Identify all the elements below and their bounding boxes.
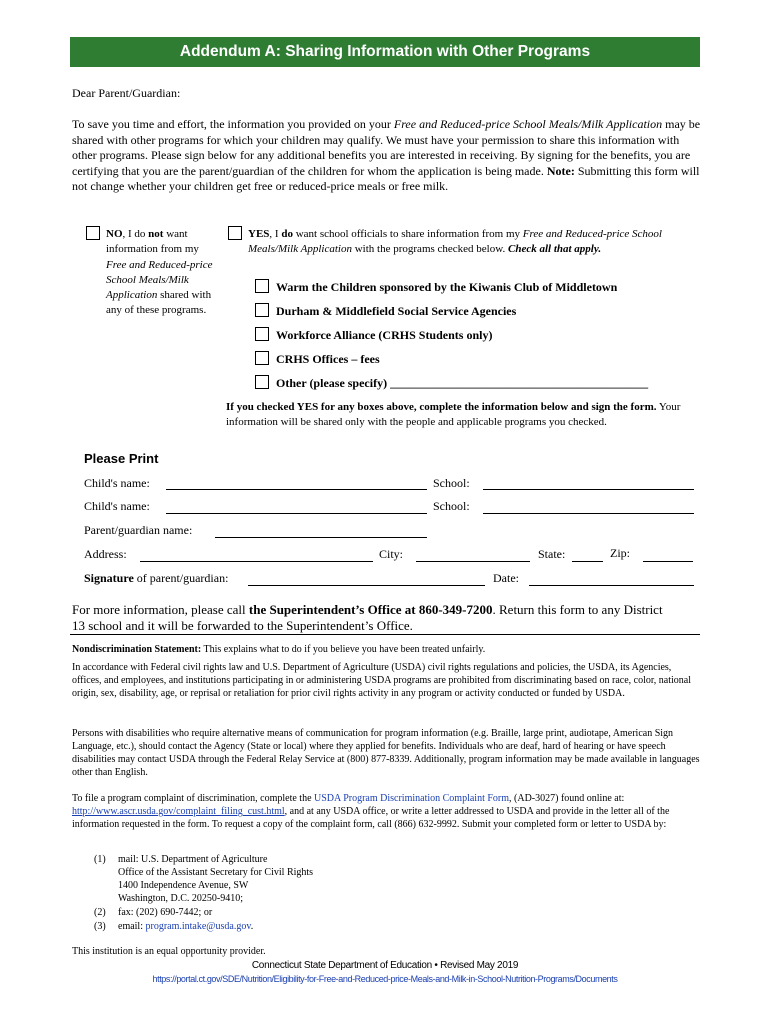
nondiscrimination-heading: Nondiscrimination Statement: This explains what to do if you believe you have been treated unfairly. [72,644,486,655]
zip-field[interactable] [643,561,693,562]
complaint-form-link[interactable]: USDA Program Discrimination Complaint Form [314,793,510,804]
child-name-field[interactable] [166,489,427,490]
program-option-label: CRHS Offices – fees [276,352,380,366]
program-option-label: Workforce Alliance (CRHS Students only) [276,328,493,342]
school-field[interactable] [483,513,694,514]
mail-address: mail: U.S. Department of Agriculture Office of the Assistant Secretary for Civil Rights 1400 Independence Avenue, SW Washington, D.C. 20250-9410; [118,854,314,904]
child-name-label: Child's name: [84,499,150,513]
more-info-text: For more information, please call the Superintendent’s Office at 860-349-7200. Return this form to any District 13 school and it will be forwarded to the Superintendent’s Office. [72,602,663,633]
zip-label: Zip: [610,546,630,560]
fax-number: fax: (202) 690-7442; or [118,907,213,918]
date-label: Date: [493,571,519,585]
signature-label: Signature of parent/guardian: [84,571,229,585]
program-checkbox[interactable] [255,375,269,389]
intro-paragraph: To save you time and effort, the information you provided on your Free and Reduced-price School Meals/Milk Application may be shared with other programs for which your children may qualify. We must have your permission to share this information with other programs. Please sign below for any additional benefits you are interested in receiving. By signing for the benefits, you are certifying that you are the parent/guardian of the children for whom the application is being made. Note: Submitting this form will not change whether your children get free or reduced-price meals or free milk. [72,117,701,194]
program-option-label: Durham & Middlefield Social Service Agencies [276,304,517,318]
email-line: email: program.intake@usda.gov. [118,921,254,932]
address-label: Address: [84,547,127,561]
school-label: School: [433,476,470,490]
complaint-url-link[interactable]: http://www.ascr.usda.gov/complaint_filing_cust.html [72,806,285,817]
state-field[interactable] [572,561,603,562]
program-checkbox[interactable] [255,351,269,365]
program-checkbox[interactable] [255,327,269,341]
state-label: State: [538,547,566,561]
school-field[interactable] [483,489,694,490]
email-link[interactable]: program.intake@usda.gov [145,921,251,932]
nondiscrimination-paragraph: In accordance with Federal civil rights law and U.S. Department of Agriculture (USDA) civil rights regulations and policies, the USDA, its Agencies, offices, and employees, and institutions participating in or administering USDA programs are prohibited from discriminating based on race, color, national origin, sex, disability, age, or reprisal or retaliation for prior civil rights activity in any program or activity conducted or funded by USDA. [72,662,691,699]
child-name-label: Child's name: [84,476,150,490]
parent-name-label: Parent/guardian name: [84,523,193,537]
no-checkbox[interactable] [86,226,100,240]
complaint-paragraph: To file a program complaint of discrimination, complete the USDA Program Discrimination Complaint Form, (AD-3027) found online at: http://www.ascr.usda.gov/complaint_filing_cust.html, and at any USDA office, or write a letter addressed to USDA and provide in the letter all of the information requested in the form. To request a copy of the complaint form, call (866) 632-9992. Submit your completed form or letter to USDA by: [72,793,670,830]
greeting: Dear Parent/Guardian: [72,86,181,100]
child-name-field[interactable] [166,513,427,514]
equal-opportunity-statement: This institution is an equal opportunity provider. [72,946,266,957]
list-number: (3) [94,921,106,932]
address-field[interactable] [140,561,373,562]
program-option-other[interactable]: Other (please specify) ___________________________________________ [276,376,649,390]
yes-checkbox[interactable] [228,226,242,240]
footer-url-link[interactable]: https://portal.ct.gov/SDE/Nutrition/Eligibility-for-Free-and-Reduced-price-Meals-and-Milk-in-School-Nutrition-Programs/Documents [152,974,618,984]
footer-credit: Connecticut State Department of Education • Revised May 2019 [251,960,519,971]
city-field[interactable] [416,561,530,562]
program-option-label: Warm the Children sponsored by the Kiwanis Club of Middletown [276,280,618,294]
signature-field[interactable] [248,585,485,586]
disabilities-paragraph: Persons with disabilities who require alternative means of communication for program information (e.g. Braille, large print, audiotape, American Sign Language, etc.), should contact the Agency (State or local) where they applied for benefits. Individuals who are deaf, hard of hearing or have speech disabilities may contact USDA through the Federal Relay Service at (800) 877-8339. Additionally, program information may be made available in languages other than English. [72,728,700,778]
program-checkbox[interactable] [255,303,269,317]
school-label: School: [433,499,470,513]
no-option-text: NO, I do not want information from my Free and Reduced-price School Meals/Milk Application shared with any of these programs. [106,228,213,317]
yes-followup-text: If you checked YES for any boxes above, complete the information below and sign the form. Your information will be shared only with the people and applicable programs you checked. [226,401,681,428]
please-print-heading: Please Print [84,451,159,466]
city-label: City: [379,547,404,561]
list-number: (2) [94,907,106,918]
divider [70,634,700,635]
page-title: Addendum A: Sharing Information with Other Programs [70,37,700,67]
program-checkbox[interactable] [255,279,269,293]
date-field[interactable] [529,585,694,586]
parent-name-field[interactable] [215,537,427,538]
list-number: (1) [94,854,106,865]
yes-option-text: YES, I do want school officials to share information from my Free and Reduced-price School Meals/Milk Application with the programs checked below. Check all that apply. [248,228,662,256]
